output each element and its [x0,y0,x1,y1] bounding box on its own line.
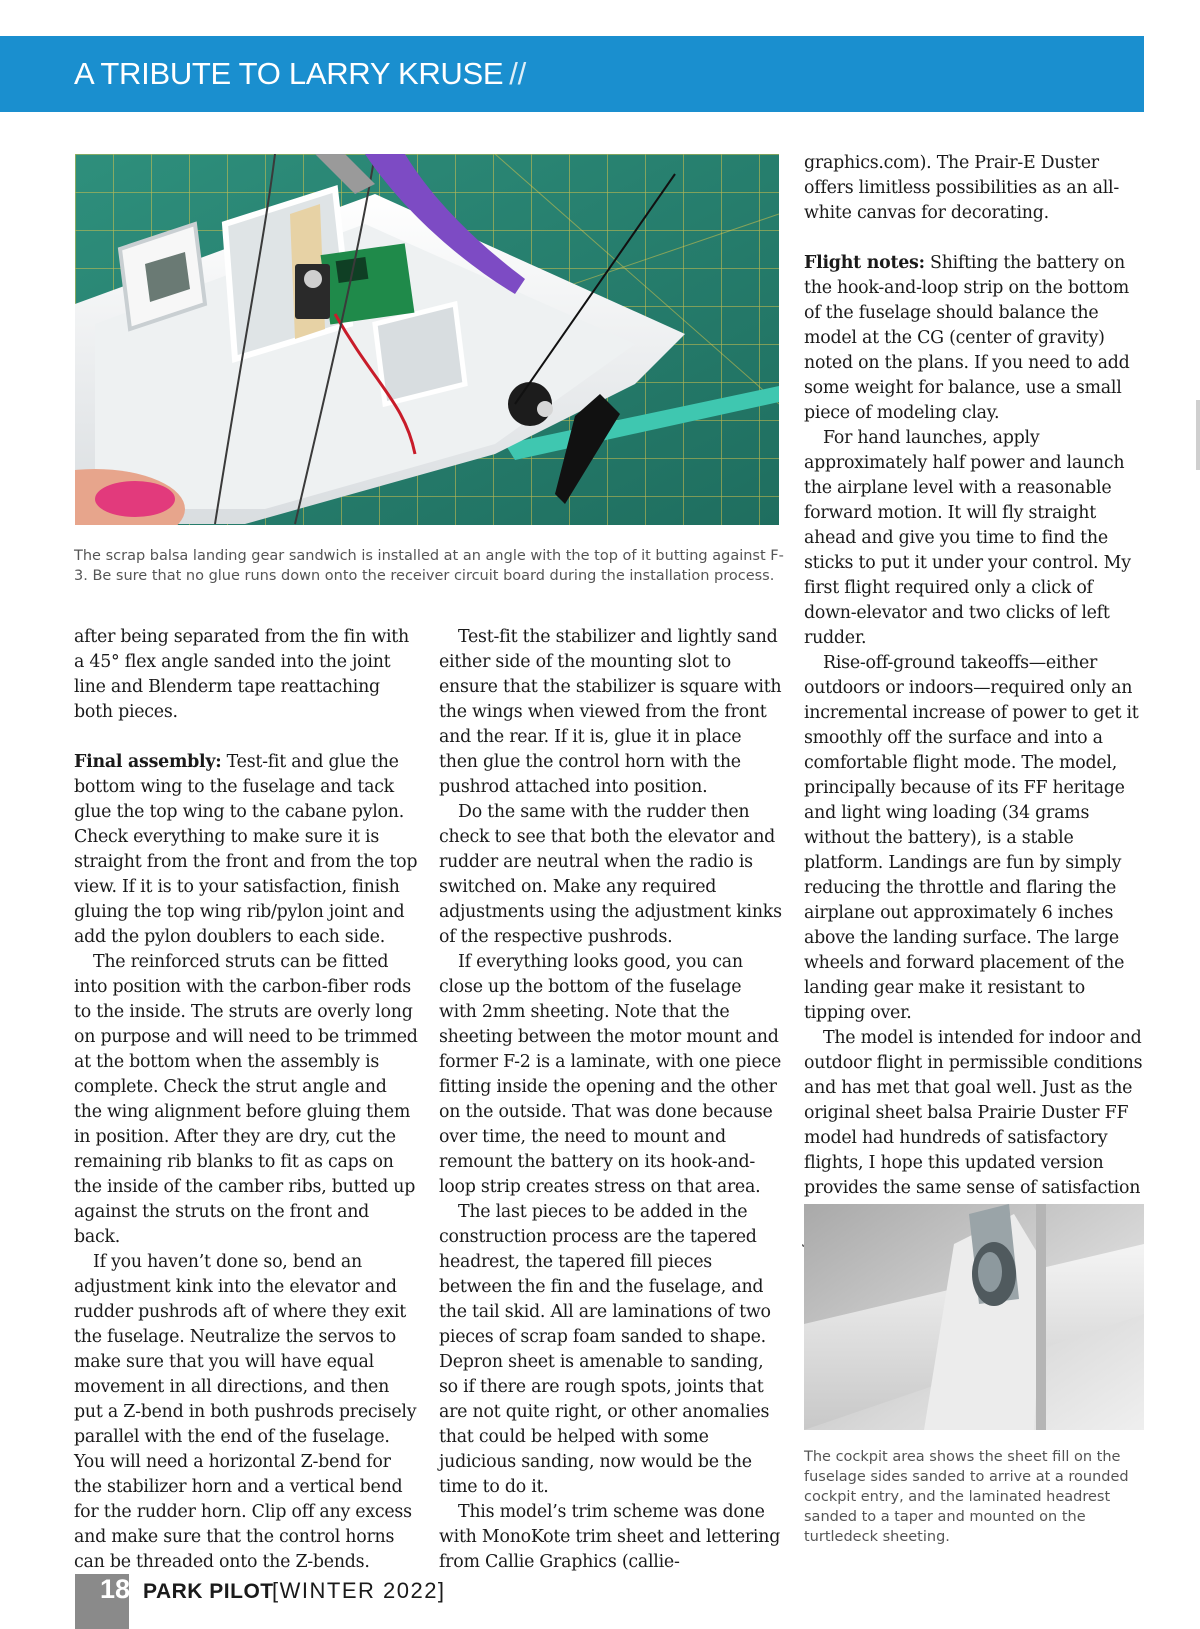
main-photo-caption: The scrap balsa landing gear sandwich is installed at an angle with the top of it butting against F-3. Be sure that no glue runs down onto the receiver circuit board during the installation process. [74,548,784,584]
issue-label: [WINTER 2022] [272,1578,446,1603]
col2-paragraph-rudder: Do the same with the rudder then check to see that both the elevator and rudder are neutral when the radio is switched on. Make any required adjustments using the adjustment kinks of the respective pushrods. [439,802,782,947]
col3-paragraph-flight-notes [804,251,1149,426]
col1-paragraph-struts: The reinforced struts can be fitted into position with the carbon-fiber rods to the inside. The struts are overly long on purpose and will need to be trimmed at the bottom when the assembly is complete. Check the strut angle and the wing alignment before gluing them in position. After they are dry, cut the remaining rib blanks to fit as caps on the inside of the camber ribs, butted up against the struts on the front and back. [74,952,418,1247]
col3-paragraph-1: graphics.com). The Prair-E Duster offers limitless possibilities as an all-white canvas for decorating. [804,153,1119,223]
magazine-name: PARK PILOT [143,1580,274,1603]
col1-paragraph-1: after being separated from the fin with a 45° flex angle sanded into the joint line and Blenderm tape reattaching both pieces. [74,627,409,722]
cockpit-photo [804,1204,1144,1430]
cockpit-photo-caption: The cockpit area shows the sheet fill on the fuselage sides sanded to arrive at a rounded cockpit entry, and the laminated headrest sanded to a taper and mounted on the turtledeck sheeting. [804,1449,1129,1545]
col3-paragraph-hand-launch: For hand launches, apply approximately half power and launch the airplane level with a reasonable forward motion. It will fly straight ahead and give you time to find the sticks to put it under your control. My first flight required only a click of down-elevator and two clicks of left rudder. [804,428,1131,648]
col1-paragraph-pushrods: If you haven’t done so, bend an adjustment kink into the elevator and rudder pushrods aft of where they exit the fuselage. Neutralize the servos to make sure that you will have equal movement in all directions, and then put a Z-bend in both pushrods precisely parallel with the end of the fuselage. You will need a horizontal Z-bend for the stabilizer horn and a vertical bend for the rudder horn. Clip off any excess and make sure that the control horns can be threaded onto the Z-bends. [74,1252,417,1572]
cockpit-photo-icon [804,1204,1144,1430]
page-number: 18 [100,1574,131,1604]
col2-paragraph-sheeting: If everything looks good, you can close up the bottom of the fuselage with 2mm sheeting. Note that the sheeting between the motor mount and former F-2 is a laminate, with one piece fitting inside the opening and the other on the outside. That was done because over time, the need to mount and remount the battery on its hook-and-loop strip creates stress on that area. [439,952,782,1197]
section-title-text: A TRIBUTE TO LARRY KRUSE [74,56,504,91]
col2-paragraph-trim: This model’s trim scheme was done with MonoKote trim sheet and lettering from Callie Graphics (callie- [439,1502,781,1572]
flight-notes-body: Shifting the battery on the hook-and-loop strip on the bottom of the fuselage should balance the model at the CG (center of gravity) noted on the plans. If you need to add some weight for balance, use a small piece of modeling clay. [804,253,1130,423]
fuselage-photo [75,154,779,525]
section-title-slash: // [509,56,526,91]
col2-paragraph-stabilizer: Test-fit the stabilizer and lightly sand either side of the mounting slot to ensure that the stabilizer is square with the wings when viewed from the front and the rear. If it is, glue it in place then glue the control horn with the pushrod attached into position. [439,627,782,797]
header-bar [0,36,1144,112]
column-2 [439,625,784,1575]
col1-paragraph-final-assembly [74,750,419,950]
col3-paragraph-rog: Rise-off-ground takeoffs—either outdoors or indoors—required only an incremental increase of power to get it smoothly off the surface and into a comfortable flight mode. The model, principally because of its FF heritage and light wing loading (34 grams without the battery), is a stable platform. Landings are fun by simply reducing the throttle and flaring the airplane out approximately 6 inches above the landing surface. The large wheels and forward placement of the landing gear make it resistant to tipping over. [804,653,1139,1023]
column-3 [804,151,1149,1251]
section-title [74,56,526,92]
conclusion-text: The model is intended for indoor and outdoor flight in permissible conditions and has met that goal well. Just as the original sheet balsa Prairie Duster FF model had hundreds of satisfactory flights, I hope this updated version provides the same sense of satisfaction [804,1028,1143,1198]
final-assembly-body: Test-fit and glue the bottom wing to the fuselage and tack glue the top wing to the cabane pylon. Check everything to make sure it is straight from the front and from the top view. If it is to your satisfaction, finish gluing the top wing rib/pylon joint and add the pylon doublers to each side. [74,752,418,947]
page-edge-rule [1196,400,1200,470]
flight-notes-heading: Flight notes: [804,253,925,273]
col2-paragraph-headrest: The last pieces to be added in the construction process are the tapered headrest, the tapered fill pieces between the fin and the fuselage, and the tail skid. All are laminations of two pieces of scrap foam sanded to shape. Depron sheet is amenable to sanding, so if there are rough spots, joints that are not quite right, or other anomalies that could be helped with some judicious sanding, now would be the time to do it. [439,1202,771,1497]
fuselage-photo-icon [75,154,779,525]
final-assembly-heading: Final assembly: [74,752,222,772]
column-1 [74,625,419,1575]
